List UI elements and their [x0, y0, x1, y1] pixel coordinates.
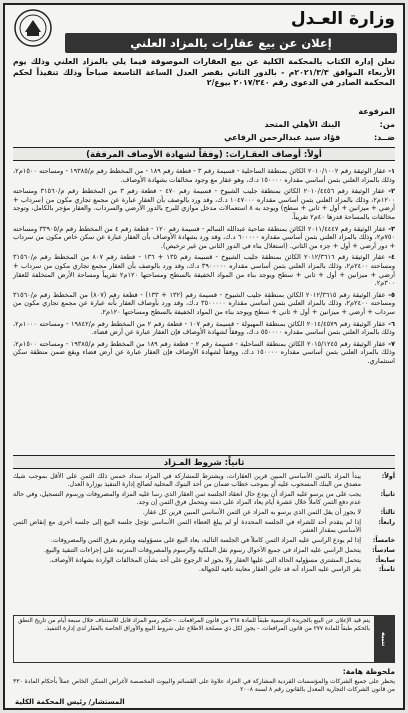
- plaintiff-name: البنك الأهلي المتحد: [264, 120, 341, 129]
- ministry-name: وزارة العـدل: [290, 9, 395, 29]
- defendant-row: [13, 131, 395, 144]
- property-item: ٣- عقار الوثيقة رقم ٢٠١١/٤٤٤٧ الكائن بمنطقة ضاحية عبدالله السالم - قسيمة رقم ١٢٠ - قطعة رقم ٤ من المخطط رقم م/٣٣٩٠٥ ومساحته ٧٥٠م٢، وذلك بالمزاد العلني بثمن أساسي مقداره ٦٠٠٠٠٠ د.ك، وقد ورد بشهادة الأوصاف بأن العقار عبارة عن سكن خاص مكون من سرداب + دور أرضي + أول + جزء من الثاني. (استغلال بناء في الدور الثاني من غير ترخيص).: [13, 224, 395, 250]
- properties-list: [13, 167, 395, 368]
- conditions-list: [13, 473, 395, 576]
- condition-item: سادساً: يتحمل الراسي عليه المزاد في جميع الأحوال رسوم نقل الملكية والرسوم والمصروفات المترتبة على إجراءات التنفيذ والبيع.: [43, 546, 395, 554]
- condition-item: أولاً: يبدأ المزاد بالثمن الأساسي المبين قرين العقارات، ويشترط للمشاركة في المزاد سداد خمس ذلك الثمن على الأقل بموجب شيك مصدق من البنك المسحوب عليه أو بموجب خطاب ضمان من أحد البنوك المحلية لصالح إدارة التنفيذ بوزارة العدل.: [13, 473, 395, 489]
- condition-item: خامساً: إذا لم يودع الراسي عليه المزاد الثمن كاملاً في الجلسة التالية، يعاد البيع على مسؤوليته ويلتزم بفرق الثمن والمصروفات.: [50, 537, 395, 545]
- condition-item: ثالثاً: لا يجوز أن يقل الثمن الذي يرسو به المزاد عن الثمن الأساسي المبين قرين كل عقار.: [142, 509, 395, 517]
- property-item: ٦- عقار الوثيقة رقم ٢٠١٤/٤٥٧٩ الكائن بمنطقة المهبولة - قسيمة رقم ١٠٧ - قطعة رقم ٢ من المخطط رقم م/١٩٨٤٢ - ومساحته ١٠٠٠م٢، وذلك بالمزاد العلني بثمن أساسي مقداره ٥٥٠٠٠٠ د.ك، ووفقاً لشهادة الأوصاف فإن العقار عبارة عن أرض فضاء.: [13, 319, 396, 337]
- defendant-label: ضــد:: [373, 133, 395, 142]
- property-item: ١- عقار الوثيقة رقم ٢٠١٠/١٠٠٢ الكائن بمنطقة الساحلية - قسيمة رقم ٣ - قطعة رقم ١٨٩ - من المخطط رقم م/١٩٣٨٥ - ومساحته ١٥٠٠م٢، وذلك بالمزاد العلني بثمن أساسي مقداره ١٥٠٠٠٠ د.ك، وهو عقار مع وجود مخالفات بشهادة الأوصاف.: [13, 167, 395, 184]
- warning-box: [13, 615, 395, 663]
- important-note-title: ملحوظة هامة:: [342, 667, 395, 676]
- section-conditions-title: ثانياً: شروط المـزاد: [13, 455, 395, 469]
- condition-item: ثامناً: يقر الراسي عليه المزاد أنه قد عاين العقار معاينة نافية للجهالة.: [198, 566, 395, 574]
- condition-item: سابعاً: يتحمل المشتري مسؤولية الحالة التي عليها العقار ولا يجوز له الرجوع على أحد بشأن المخالفات الواردة بشهادة الأوصاف.: [49, 556, 395, 564]
- warning-label: تنبيه: [374, 616, 394, 662]
- property-item: ٤- عقار الوثيقة رقم ٢٠١٢/٣٦١٦ الكائن بمنطقة جليب الشيوخ - قسيمة رقم ١٣٥ + ١٣٦ - قطعة رقم ٨٠٧ من المخطط رقم م/٣١٥٦٠ ومساحته ٢٤٠٠م٢، وذلك بالمزاد العلني بثمن أساسي مقداره ٣٩٠٠٠٠٠ د.ك، وقد ورد بالوصف بأن العقار مجمع تجاري مكون من سرداب + أرضي + ميزانين + أول + ثاني + سطح ويوجد بناء من المواد الخفيفة بالسطح ومساحتها ١٢٠م٢ تقريباً ومساحة الأرض المتخلفة للعقار ٣٠٠م٢.: [13, 253, 396, 288]
- auction-notice-page: [3, 3, 405, 710]
- condition-item: رابعاً: إذا لم يتقدم أحد للشراء في الجلسة المحددة أو لم يبلغ العطاء الثمن الأساسي تؤجل جلسة البيع إلى جلسة أخرى مع إنقاص الثمن الأساسي بمقدار العشر.: [13, 518, 395, 535]
- notice-title: إعلان عن بيع عقارات بالمزاد العلني: [65, 33, 397, 53]
- section-properties-title: أولاً: أوصاف العقـارات: (وفقاً لشهادة الأوصاف المرفقة): [13, 147, 395, 161]
- warning-text: يتم قيد الإعلان عن البيع بالجريدة الرسمية طبقاً للمادة ٢٦٨ من قانون المرافعات. - حكم رسو المزاد قابل للاستئناف خلال سبعة أيام من تاريخ النطق بالحكم طبقاً للمادة ٢٧٧ من قانون المرافعات. - يجوز لكل ذي مصلحة الاطلاع على شروط البيع والأوراق الخاصة بالعقار لدى إدارة التنفيذ.: [18, 618, 370, 632]
- intro-paragraph: تعلن إدارة الكتاب بالمحكمة الكلية عن بيع العقارات الموصوفة فيما يلي بالمزاد العلني وذلك يوم الأربعاء الموافق ٢٠٢١/٣/٣م - بالدور الثاني بقصر العدل الساعة التاسعة صباحاً وذلك تنفيذاً لحكم المحكمة الصادر في الدعوى رقم ٢٠١٧/٣٤٠ بيوع/٢: [13, 57, 395, 88]
- case-parties: [13, 105, 395, 144]
- property-item: ٢- عقار الوثيقة رقم ٢٠١٠/٤٤٥٦ الكائن بمنطقة جليب الشيوخ - قسيمة رقم ٤٧٠ - قطعة رقم ٣ من المخطط رقم م/٣١٥٦٠ ومساحته ١٢٠٠م٢، وذلك بالمزاد العلني بثمن أساسي مقداره ١٠٤٧٠٠٠ د.ك، وقد ورد بالوصف بأن العقار عبارة عن مجمع تجاري مكون من (سرداب + أرضي + ميزانين + أول + ثاني + سطح) ويوجد به ٨ استعمالات مدخل موازي للبرج بالدور الأرضي والسرداب. والعقار مؤجر بالكامل، وتوجد مخالفات بالمساحة قدرها ٤٠م٢ تقريباً.: [13, 187, 396, 221]
- defendant-name: فؤاد سيد عبدالرحمن الرفاعي: [224, 133, 341, 142]
- important-note-text: يحظر على جميع الشركات والمؤسسات الفردية المشاركة في المزاد علاوة على القسائم والبيوت المخصصة لأغراض السكن الخاص عملاً بأحكام المادة ٣٣٠ من قانون الشركات التجارية المعدل بالقانون رقم ٨ لسنة ٢٠٠٨: [13, 678, 395, 693]
- emblem-icon: [13, 8, 53, 48]
- condition-item: ثانياً: يجب على من يرسو عليه المزاد أن يودع حال انعقاد الجلسة ثمن العقار الذي رسا عليه المزاد والمصروفات ورسوم التسجيل، وفي حالة عدم دفع الثمن كاملاً خلال عشرة أيام يعاد المزاد على ذمته ويتحمل فرق الثمن إن وجد.: [13, 491, 395, 507]
- property-item: ٧- عقار الوثيقة رقم ٢٠١٥/١٢٤٥ الكائن بمنطقة الساحلية - قسيمة رقم ٢ - قطعة رقم ١٨٩ من المخطط رقم م/١٩٣٨٥ - ومساحته ١٥٠٠م٢، وذلك بالمزاد العلني بثمن أساسي مقداره ١٥٠٠٠٠ د.ك، ووفقاً لشهادة الأوصاف فإن العقار عبارة عن أرض فضاء ويقع ضمن منطقة سكن استثماري.: [13, 339, 396, 365]
- plaintiff-label: المرفوعة من:: [358, 107, 395, 129]
- plaintiff-row: [13, 105, 395, 131]
- property-item: ٥- عقار الوثيقة رقم ٢٠١٢/٣٦١٥ الكائن بمنطقة جليب الشيوخ - قسيمة رقم (١٣٢ + ١٣٣) - قطعة رقم (٨٠٧) من المخطط رقم م/٣١٥٦٠ ومساحته ٢٤٠٠م٢، وذلك بالمزاد العلني بثمن أساسي مقداره ٣٥٠٠٠٠٠ د.ك، وقد ورد بأوصاف العقار بأنه عبارة عن مجمع تجاري مكون من سرداب + أرضي + ميزانين + أول + ثاني + سطح ويوجد بناء من المواد الخفيفة بالسطح ومساحتها ١٢٠م٢.: [13, 290, 395, 316]
- header: [5, 5, 403, 51]
- signature-line: المستشار/ رئيس المحكمة الكلية: [15, 698, 125, 706]
